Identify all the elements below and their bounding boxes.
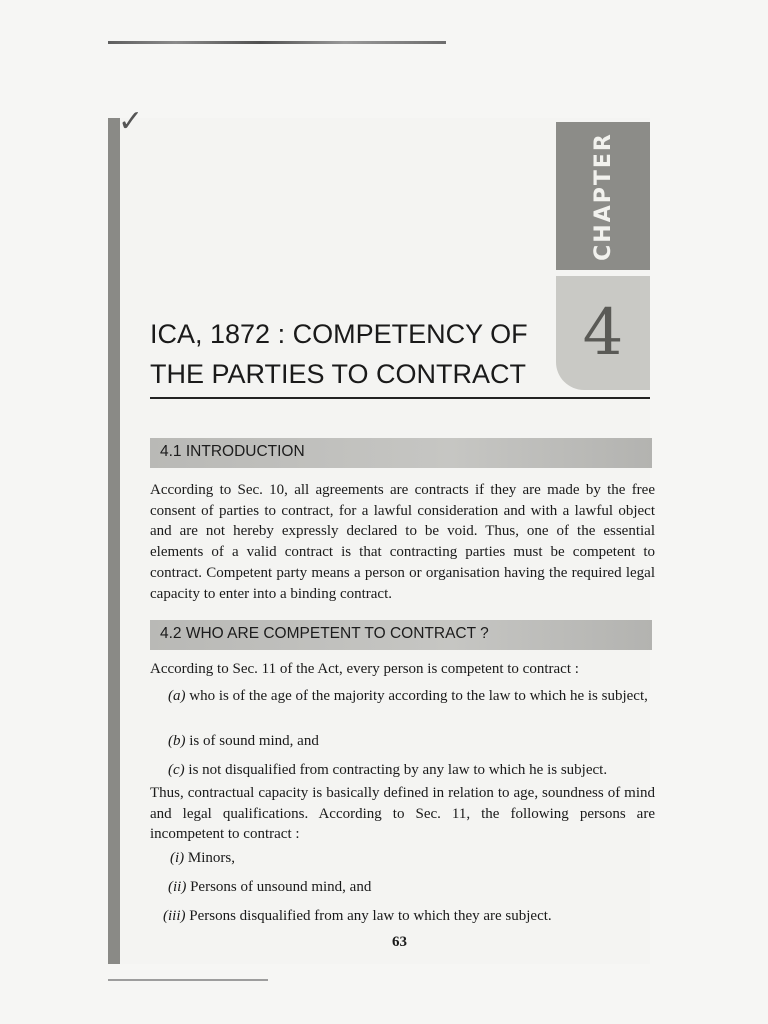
- incompetent-text: Persons of unsound mind, and: [190, 879, 372, 895]
- bottom-scan-rule: [108, 979, 268, 981]
- incompetent-item: [170, 848, 655, 869]
- condition-marker: (c): [168, 762, 185, 778]
- incompetent-text: Persons disqualified from any law to which they are subject.: [189, 908, 552, 924]
- chapter-number-box: [556, 276, 650, 390]
- incompetent-marker: (iii): [163, 908, 186, 924]
- chapter-title-line2: THE PARTIES TO CONTRACT: [150, 359, 527, 389]
- title-underline: [150, 397, 650, 399]
- section-heading-bar: [150, 438, 652, 468]
- section-intro: According to Sec. 11 of the Act, every person is competent to contract :: [150, 661, 579, 677]
- incompetent-item: [163, 906, 648, 927]
- top-scan-rule: [108, 41, 446, 44]
- chapter-title: [150, 314, 570, 394]
- chapter-tab: [556, 122, 650, 270]
- section-heading: 4.2 WHO ARE COMPETENT TO CONTRACT ?: [160, 625, 489, 642]
- incompetent-text: Minors,: [187, 850, 236, 866]
- section-heading: 4.1 INTRODUCTION: [160, 443, 305, 460]
- summary-paragraph: Thus, contractual capacity is basically defined in relation to age, soundness of mind and legal qualifications. According to Sec. 11, the following persons are incompetent to contract :: [150, 785, 655, 843]
- condition-marker: (a): [168, 688, 186, 704]
- condition-text: is not disqualified from contracting by any law to which he is subject.: [188, 762, 608, 778]
- introduction-paragraph: According to Sec. 10, all agreements are contracts if they are made by the free consent of parties to contract, for a lawful consideration and with a lawful object and are not hereby expressly declared to be void. Thus, one of the essential elements of a valid contract is that contracting parties must be competent to contract. Competent party means a person or organisation having the required legal capacity to enter into a binding contract.: [150, 482, 655, 602]
- section-heading-bar: [150, 620, 652, 650]
- chapter-title-line1: ICA, 1872 : COMPETENCY OF: [150, 319, 528, 349]
- condition-marker: (b): [168, 733, 186, 749]
- condition-item: [168, 760, 658, 781]
- condition-text: who is of the age of the majority according to the law to which he is subject,: [189, 688, 648, 704]
- pencil-tick-mark: ✓: [118, 104, 144, 139]
- condition-item: [168, 731, 653, 752]
- chapter-label: CHAPTER: [590, 131, 616, 261]
- incompetent-item: [168, 877, 653, 898]
- condition-item: [168, 686, 656, 707]
- page-number: 63: [392, 934, 407, 950]
- incompetent-marker: (ii): [168, 879, 187, 895]
- condition-text: is of sound mind, and: [189, 733, 319, 749]
- chapter-number: 4: [582, 296, 624, 370]
- incompetent-marker: (i): [170, 850, 185, 866]
